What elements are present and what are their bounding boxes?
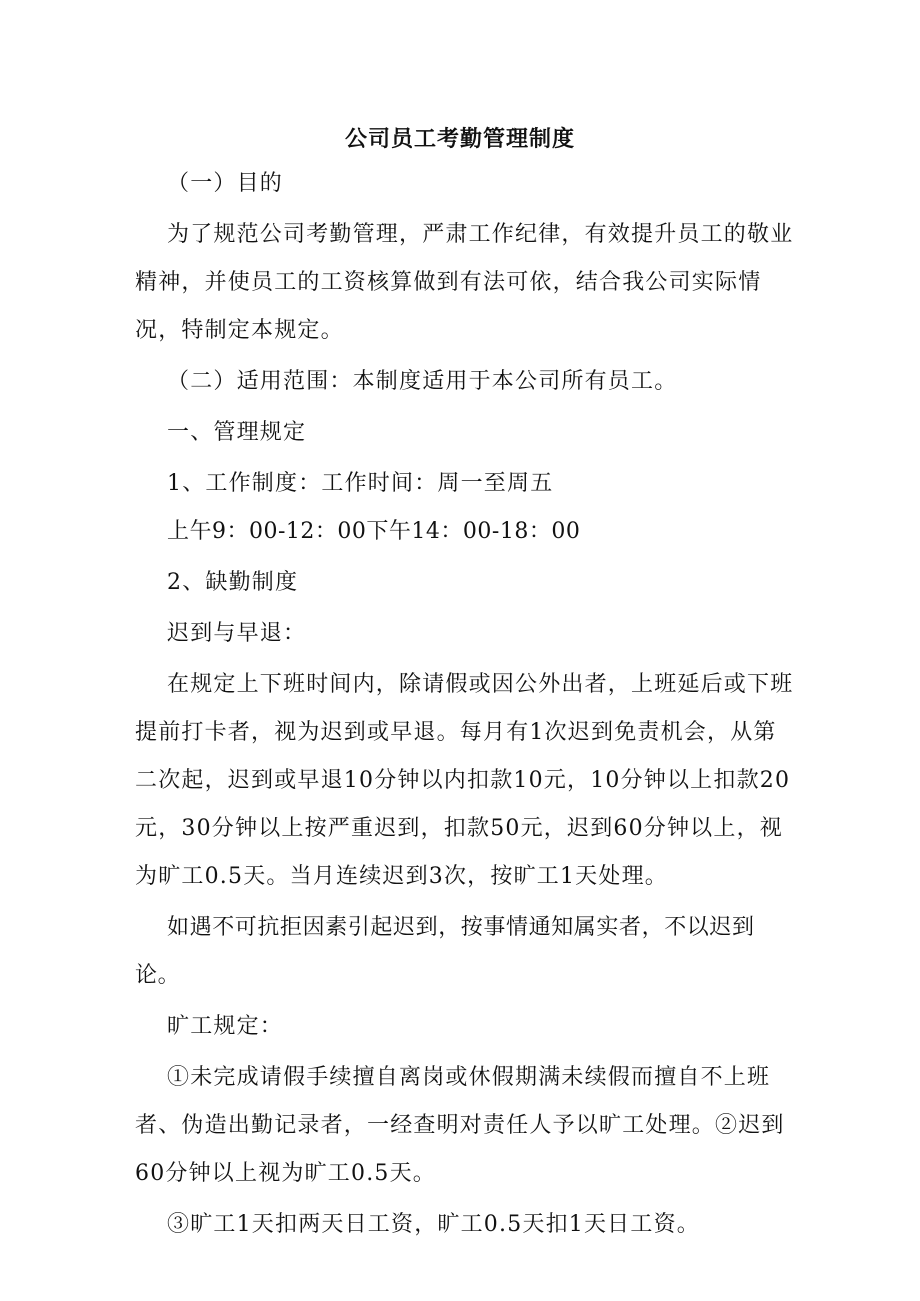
document-body — [135, 160, 795, 1249]
section-heading-rules: 一、管理规定 — [167, 420, 307, 445]
document-title: 公司员工考勤管理制度 — [344, 126, 575, 152]
paragraph-work-hours: 上午9：00-12：00下午14：00-18：00 — [167, 519, 581, 544]
paragraph-late-rules: 在规定上下班时间内，除请假或因公外出者，上班延后或下班提前打卡者，视为迟到或早退。每月有1次迟到免责机会，从第二次起，迟到或早退10分钟以内扣款10元，10分钟以上扣款20元，30分钟以上按严重迟到，扣款50元，迟到60分钟以上，视为旷工0.5天。当月连续迟到3次，按旷工1天处理。 — [135, 672, 794, 889]
section-heading-purpose: （一）目的 — [167, 171, 284, 196]
paragraph-work-schedule: 1、工作制度：工作时间：周一至周五 — [167, 471, 554, 496]
section-heading-scope: （二）适用范围：本制度适用于本公司所有员工。 — [167, 369, 678, 394]
paragraph-absenteeism-deduction: ③旷工1天扣两天日工资，旷工0.5天扣1天日工资。 — [167, 1212, 700, 1237]
paragraph-absenteeism-heading: 旷工规定： — [167, 1014, 284, 1039]
paragraph-absence-heading: 2、缺勤制度 — [167, 570, 299, 595]
paragraph-absenteeism-rules: ①未完成请假手续擅自离岗或休假期满未续假而擅自不上班者、伪造出勤记录者，一经查明对责任人予以旷工处理。②迟到60分钟以上视为旷工0.5天。 — [135, 1065, 785, 1186]
paragraph-late-heading: 迟到与早退： — [167, 621, 307, 646]
paragraph-force-majeure: 如遇不可抗拒因素引起迟到，按事情通知属实者，不以迟到论。 — [135, 915, 755, 988]
paragraph-purpose: 为了规范公司考勤管理，严肃工作纪律，有效提升员工的敬业精神，并使员工的工资核算做到有法可依，结合我公司实际情况，特制定本规定。 — [135, 222, 794, 343]
